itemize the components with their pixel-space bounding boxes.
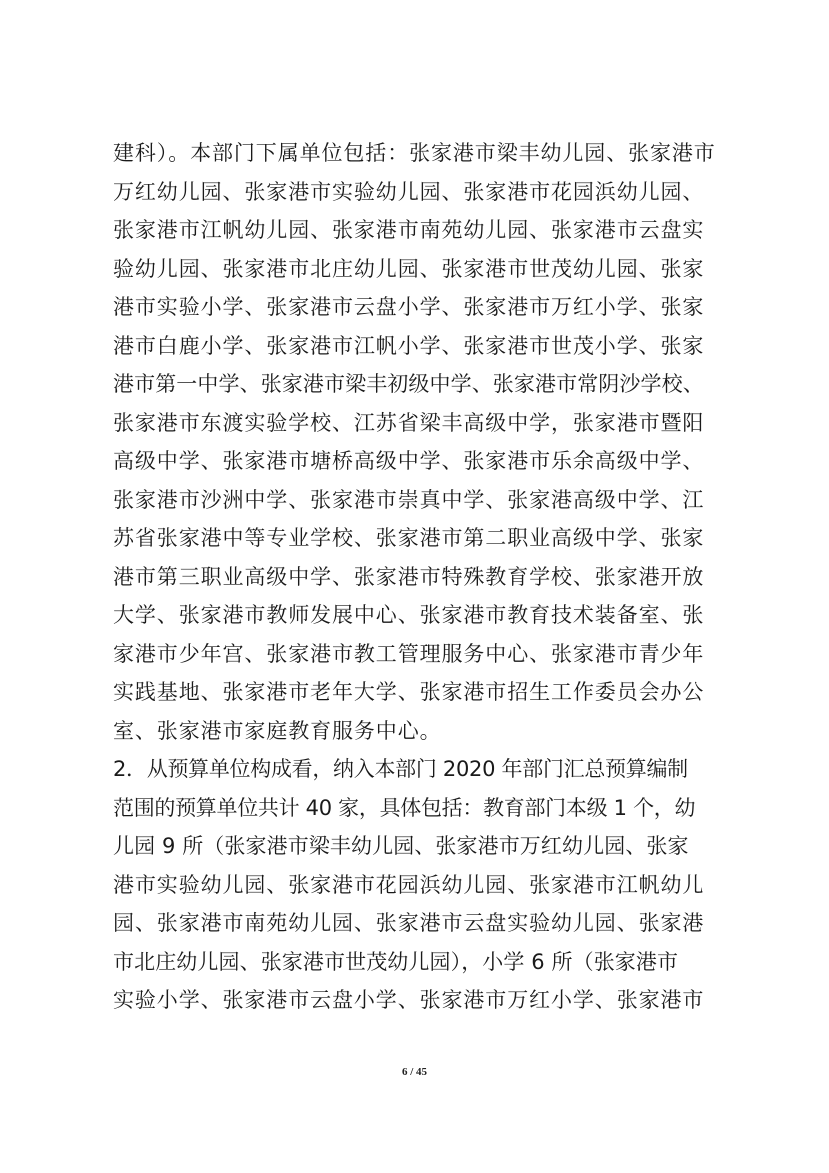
text-line: 2．从预算单位构成看，纳入本部门 2020 年部门汇总预算编制 <box>113 757 688 781</box>
text-line: 张家港市东渡实验学校、江苏省梁丰高级中学，张家港市暨阳 <box>113 410 705 435</box>
text-line: 大学、张家港市教师发展中心、张家港市教育技术装备室、张 <box>113 603 705 627</box>
text-line: 实验小学、张家港市云盘小学、张家港市万红小学、张家港市 <box>113 988 705 1012</box>
text-line: 室、张家港市家庭教育服务中心。 <box>113 718 442 743</box>
text-line: 港市第一中学、张家港市梁丰初级中学、张家港市常阴沙学校、 <box>113 372 704 396</box>
text-line: 市北庄幼儿园、张家港市世茂幼儿园），小学 6 所（张家港市 <box>113 949 679 974</box>
text-line: 实践基地、张家港市老年大学、张家港市招生工作委员会办公 <box>113 680 705 704</box>
text-line: 港市白鹿小学、张家港市江帆小学、张家港市世茂小学、张家 <box>113 333 705 358</box>
text-line: 张家港市江帆幼儿园、张家港市南苑幼儿园、张家港市云盘实 <box>113 218 705 242</box>
text-line: 验幼儿园、张家港市北庄幼儿园、张家港市世茂幼儿园、张家 <box>113 256 705 281</box>
text-line: 高级中学、张家港市塘桥高级中学、张家港市乐余高级中学、 <box>113 449 705 473</box>
text-line: 儿园 9 所（张家港市梁丰幼儿园、张家港市万红幼儿园、张家 <box>113 834 689 858</box>
text-line: 苏省张家港中等专业学校、张家港市第二职业高级中学、张家 <box>113 526 705 550</box>
body-text <box>113 134 733 1020</box>
text-line: 建科）。本部门下属单位包括：张家港市梁丰幼儿园、张家港市 <box>113 141 716 165</box>
text-line: 港市实验幼儿园、张家港市花园浜幼儿园、张家港市江帆幼儿 <box>113 872 705 897</box>
text-line: 范围的预算单位共计 40 家，具体包括：教育部门本级 1 个，幼 <box>113 795 696 820</box>
page-number: 6 / 45 <box>401 1066 428 1078</box>
text-line: 家港市少年宫、张家港市教工管理服务中心、张家港市青少年 <box>113 641 705 666</box>
text-line: 张家港市沙洲中学、张家港市崇真中学、张家港高级中学、江 <box>113 487 705 512</box>
text-line: 万红幼儿园、张家港市实验幼儿园、张家港市花园浜幼儿园、 <box>113 179 705 204</box>
text-line: 港市第三职业高级中学、张家港市特殊教育学校、张家港开放 <box>113 564 705 589</box>
text-line: 园、张家港市南苑幼儿园、张家港市云盘实验幼儿园、张家港 <box>113 911 705 935</box>
text-line: 港市实验小学、张家港市云盘小学、张家港市万红小学、张家 <box>113 295 705 319</box>
